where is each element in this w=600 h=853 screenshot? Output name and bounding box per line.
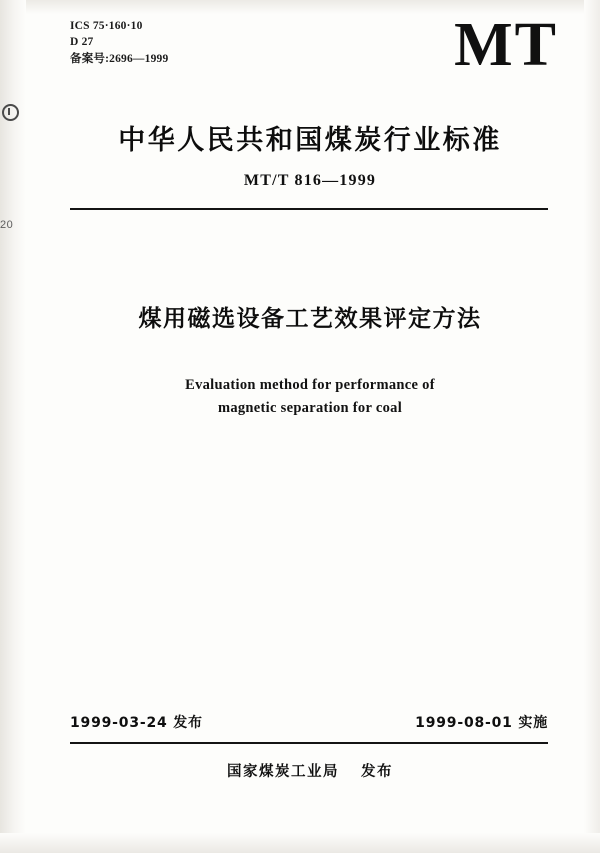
record-number: 备案号:2696—1999: [70, 52, 169, 65]
document-title-cn: 煤用磁选设备工艺效果评定方法: [138, 306, 482, 332]
issuer-name: 国家煤炭工业局: [227, 764, 339, 780]
page-title: 中华人民共和国煤炭行业标准: [118, 125, 502, 156]
issue-date: 1999-03-24 发布: [70, 715, 203, 731]
issuer-line: [40, 760, 580, 781]
ics-code: ICS 75·160·10: [70, 20, 143, 32]
ics-block: [70, 18, 168, 67]
date-row: [70, 712, 548, 732]
issuer-action: 发布: [361, 764, 393, 780]
page-content: [40, 0, 580, 853]
effective-date: 1999-08-01 实施: [415, 715, 548, 731]
mt-logo: MT: [454, 11, 558, 79]
scan-edge-left: [0, 0, 26, 853]
divider-top: [70, 208, 548, 210]
document-title-en-line1: Evaluation method for performance of: [185, 377, 435, 393]
classification-code: D 27: [70, 36, 94, 49]
document-title-en-line2: magnetic separation for coal: [217, 400, 403, 417]
margin-stamp-icon: [2, 104, 19, 121]
divider-bottom: [70, 742, 548, 744]
document-title-en: [40, 374, 580, 420]
standard-code: MT/T 816—1999: [243, 172, 377, 189]
scan-edge-right: [584, 0, 600, 853]
margin-page-number: 20: [0, 219, 14, 231]
